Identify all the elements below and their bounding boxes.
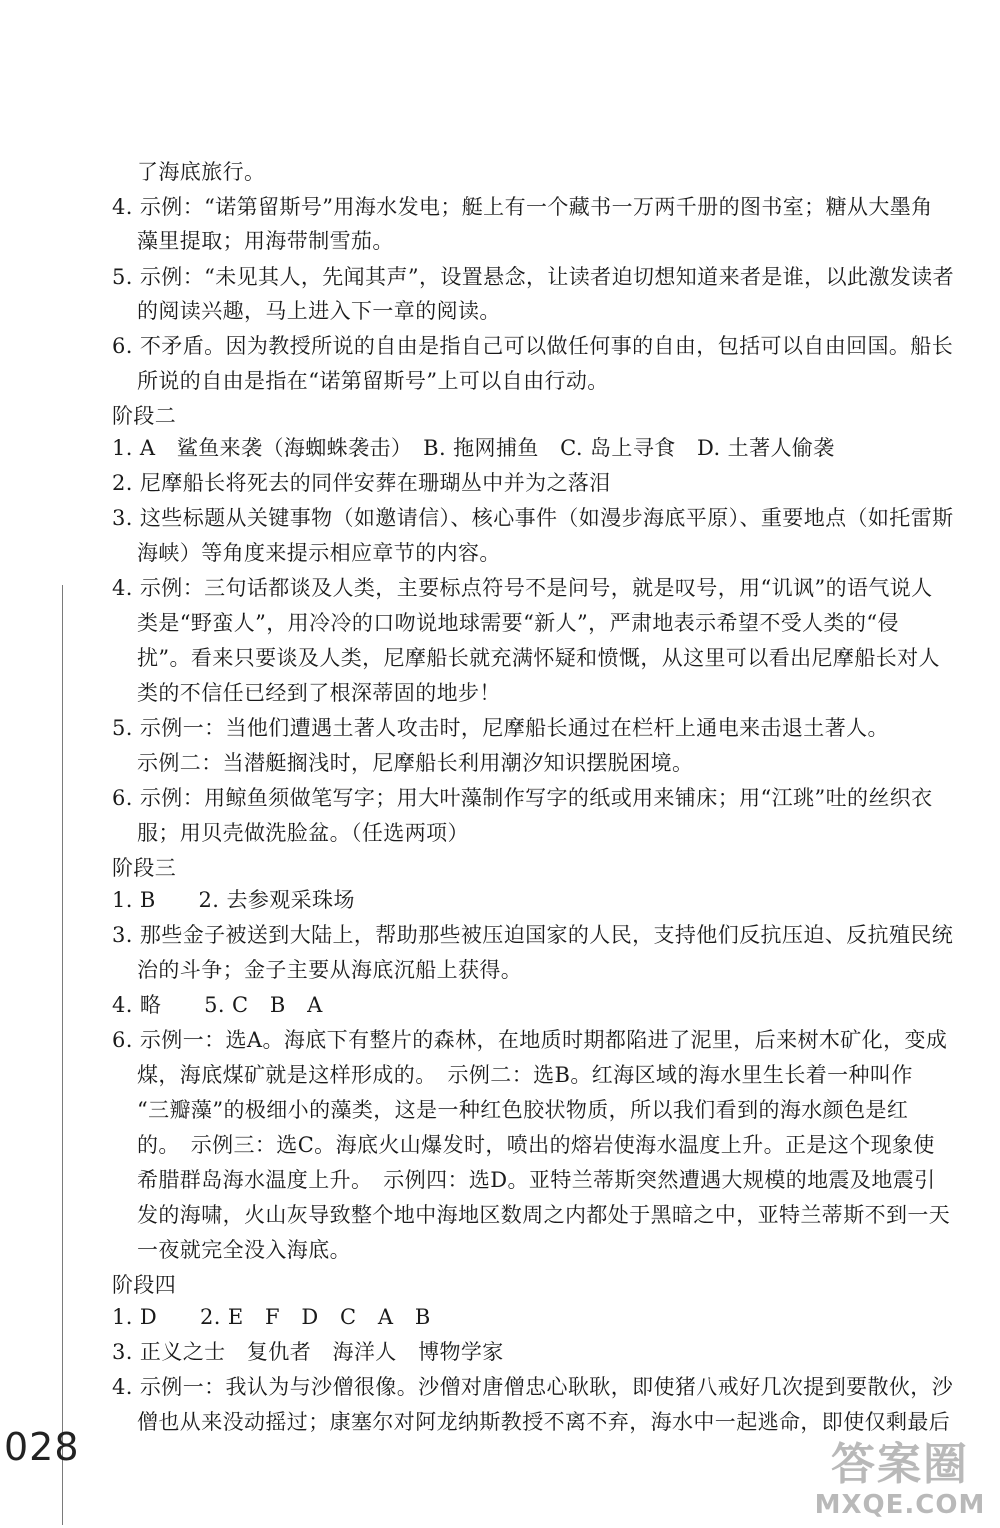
text-line: 的。 示例三：选C。海底火山爆发时，喷出的熔岩使海水温度上升。正是这个现象使 (137, 1133, 935, 1157)
section-heading: 阶段三 (112, 856, 177, 880)
text-line: 类是“野蛮人”，用冷冷的口吻说地球需要“新人”，严肃地表示希望不受人类的“侵 (137, 611, 899, 635)
text-line: 扰”。看来只要谈及人类，尼摩船长就充满怀疑和愤慨，从这里可以看出尼摩船长对人 (137, 646, 940, 670)
text-line: 4. 示例：三句话都谈及人类，主要标点符号不是问号，就是叹号，用“讥讽”的语气说人 (112, 576, 933, 600)
text-line: 服；用贝壳做洗脸盆。（任选两项） (137, 821, 469, 845)
text-line: 1. A 鲨鱼来袭（海蜘蛛袭击） B. 拖网捕鱼 C. 岛上寻食 D. 土著人偷袭 (112, 436, 835, 460)
margin-rule (62, 585, 63, 1525)
page-number: 028 (4, 1425, 80, 1469)
text-line: 1. D 2. E F D C A B (112, 1305, 431, 1329)
watermark-logo-text: 答案圈 (831, 1439, 969, 1490)
text-line: 6. 示例：用鲸鱼须做笔写字；用大叶藻制作写字的纸或用来铺床；用“江珧”吐的丝织衣 (112, 786, 933, 810)
text-line: 类的不信任已经到了根深蒂固的地步！ (137, 681, 501, 705)
text-line: 海峡）等角度来提示相应章节的内容。 (137, 541, 501, 565)
section-heading: 阶段二 (112, 404, 177, 428)
text-line: 6. 不矛盾。因为教授所说的自由是指自己可以做任何事的自由，包括可以自由回国。船长 (112, 334, 954, 358)
text-line: 4. 示例一：我认为与沙僧很像。沙僧对唐僧忠心耿耿，即使猪八戒好几次提到要散伙，沙 (112, 1375, 954, 1399)
text-line: 煤，海底煤矿就是这样形成的。 示例二：选B。红海区域的海水里生长着一种叫作 (137, 1063, 913, 1087)
text-line: 2. 尼摩船长将死去的同伴安葬在珊瑚丛中并为之落泪 (112, 471, 611, 495)
text-line: 4. 示例：“诺第留斯号”用海水发电；艇上有一个藏书一万两千册的图书室；糖从大墨角 (112, 195, 933, 219)
watermark-site-text: MXQE.COM (814, 1490, 986, 1520)
text-line: 一夜就完全没入海底。 (137, 1238, 351, 1262)
watermark (800, 1440, 1000, 1528)
text-line: 僧也从来没动摇过；康塞尔对阿龙纳斯教授不离不弃，海水中一起逃命，即使仅剩最后 (137, 1410, 951, 1434)
text-line: 6. 示例一：选A。海底下有整片的森林，在地质时期都陷进了泥里，后来树木矿化，变成 (112, 1028, 948, 1052)
text-line: 3. 这些标题从关键事物（如邀请信）、核心事件（如漫步海底平原）、重要地点（如托雷斯 (112, 506, 954, 530)
text-line: 的阅读兴趣，马上进入下一章的阅读。 (137, 299, 501, 323)
section-heading: 阶段四 (112, 1273, 177, 1297)
text-line: 5. 示例一：当他们遭遇土著人攻击时，尼摩船长通过在栏杆上通电来击退土著人。 (112, 716, 889, 740)
text-line: 5. 示例：“未见其人，先闻其声”，设置悬念，让读者迫切想知道来者是谁，以此激发读者 (112, 265, 954, 289)
text-line: 示例二：当潜艇搁浅时，尼摩船长利用潮汐知识摆脱困境。 (137, 751, 694, 775)
text-line: 治的斗争；金子主要从海底沉船上获得。 (137, 958, 523, 982)
text-line: 4. 略 5. C B A (112, 993, 323, 1017)
text-line: “三瓣藻”的极细小的藻类，这是一种红色胶状物质，所以我们看到的海水颜色是红 (137, 1098, 909, 1122)
text-line: 了海底旅行。 (137, 160, 266, 184)
text-line: 发的海啸，火山灰导致整个地中海地区数周之内都处于黑暗之中，亚特兰蒂斯不到一天 (137, 1203, 951, 1227)
text-line: 3. 那些金子被送到大陆上，帮助那些被压迫国家的人民，支持他们反抗压迫、反抗殖民统 (112, 923, 954, 947)
text-line: 3. 正义之士 复仇者 海洋人 博物学家 (112, 1340, 504, 1364)
text-line: 希腊群岛海水温度上升。 示例四：选D。亚特兰蒂斯突然遭遇大规模的地震及地震引 (137, 1168, 936, 1192)
text-line: 所说的自由是指在“诺第留斯号”上可以自由行动。 (137, 369, 609, 393)
text-line: 藻里提取；用海带制雪茄。 (137, 229, 394, 253)
text-line: 1. B 2. 去参观采珠场 (112, 888, 355, 912)
